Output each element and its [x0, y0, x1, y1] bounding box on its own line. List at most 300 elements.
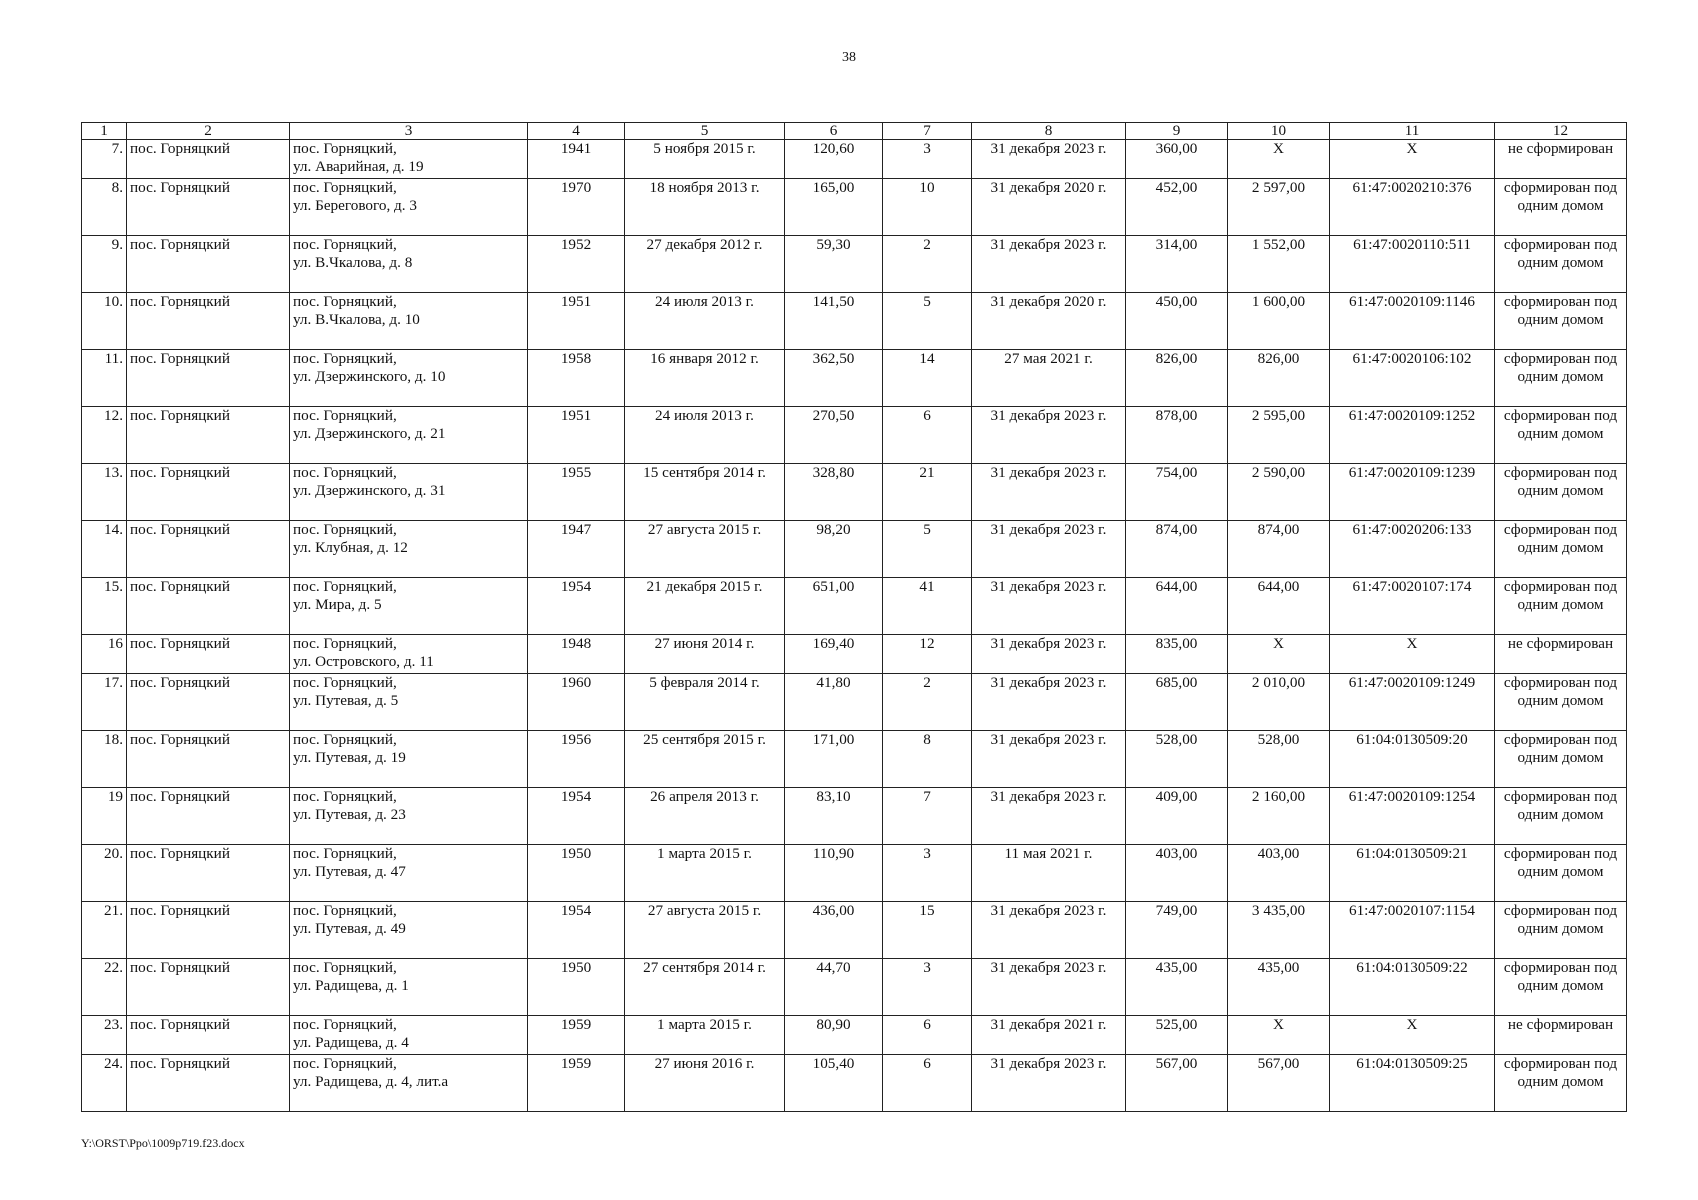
cadastral-number: 61:47:0020106:102 — [1330, 350, 1495, 407]
address — [290, 578, 528, 635]
table-row — [82, 293, 1627, 350]
row-number: 20. — [82, 845, 127, 902]
recognition-date: 18 ноября 2013 г. — [625, 179, 785, 236]
value-col9: 826,00 — [1126, 350, 1228, 407]
row-number: 16 — [82, 635, 127, 674]
cadastral-number: Х — [1330, 140, 1495, 179]
land-plot-status — [1495, 521, 1627, 578]
address — [290, 635, 528, 674]
land-plot-status — [1495, 788, 1627, 845]
row-number: 10. — [82, 293, 127, 350]
build-year: 1956 — [528, 731, 625, 788]
column-header: 4 — [528, 123, 625, 140]
value-col10: Х — [1228, 1016, 1330, 1055]
living-area: 59,30 — [785, 236, 883, 293]
cadastral-number: 61:47:0020109:1249 — [1330, 674, 1495, 731]
column-header: 12 — [1495, 123, 1627, 140]
value-col9: 685,00 — [1126, 674, 1228, 731]
cadastral-number: 61:04:0130509:22 — [1330, 959, 1495, 1016]
build-year: 1954 — [528, 788, 625, 845]
address-line-1: пос. Горняцкий, — [293, 293, 397, 310]
build-year: 1960 — [528, 674, 625, 731]
cadastral-number: 61:47:0020109:1146 — [1330, 293, 1495, 350]
table-row — [82, 635, 1627, 674]
address — [290, 179, 528, 236]
recognition-date: 24 июля 2013 г. — [625, 293, 785, 350]
address-line-1: пос. Горняцкий, — [293, 578, 397, 595]
address-line-2: ул. Аварийная, д. 19 — [293, 158, 424, 175]
column-header: 2 — [127, 123, 290, 140]
settlement-name: пос. Горняцкий — [127, 731, 290, 788]
status-text: сформирован под одним домом — [1503, 1055, 1618, 1090]
settlement-name: пос. Горняцкий — [127, 293, 290, 350]
value-col10: 826,00 — [1228, 350, 1330, 407]
build-year: 1958 — [528, 350, 625, 407]
living-area: 436,00 — [785, 902, 883, 959]
row-number: 14. — [82, 521, 127, 578]
status-text: сформирован под одним домом — [1503, 179, 1618, 214]
living-area: 141,50 — [785, 293, 883, 350]
resettlement-deadline: 31 декабря 2023 г. — [972, 521, 1126, 578]
build-year: 1954 — [528, 578, 625, 635]
living-area: 98,20 — [785, 521, 883, 578]
residents-count: 14 — [883, 350, 972, 407]
page-number: 38 — [842, 50, 856, 65]
column-header: 3 — [290, 123, 528, 140]
value-col9: 360,00 — [1126, 140, 1228, 179]
status-text: сформирован под одним домом — [1503, 674, 1618, 709]
table-row — [82, 140, 1627, 179]
living-area: 270,50 — [785, 407, 883, 464]
land-plot-status: не сформирован — [1495, 635, 1627, 674]
resettlement-deadline: 27 мая 2021 г. — [972, 350, 1126, 407]
row-number: 9. — [82, 236, 127, 293]
living-area: 41,80 — [785, 674, 883, 731]
housing-registry-table — [81, 122, 1627, 1112]
address-line-1: пос. Горняцкий, — [293, 236, 397, 253]
address-line-2: ул. Путевая, д. 19 — [293, 749, 406, 766]
resettlement-deadline: 31 декабря 2020 г. — [972, 293, 1126, 350]
value-col10: 2 590,00 — [1228, 464, 1330, 521]
address-line-1: пос. Горняцкий, — [293, 464, 397, 481]
living-area: 105,40 — [785, 1055, 883, 1112]
address-line-2: ул. Дзержинского, д. 21 — [293, 425, 446, 442]
value-col10: Х — [1228, 140, 1330, 179]
recognition-date: 27 июня 2014 г. — [625, 635, 785, 674]
cadastral-number: Х — [1330, 635, 1495, 674]
value-col10: 2 595,00 — [1228, 407, 1330, 464]
address — [290, 521, 528, 578]
recognition-date: 21 декабря 2015 г. — [625, 578, 785, 635]
cadastral-number: 61:47:0020107:1154 — [1330, 902, 1495, 959]
recognition-date: 27 июня 2016 г. — [625, 1055, 785, 1112]
cadastral-number: Х — [1330, 1016, 1495, 1055]
address-line-1: пос. Горняцкий, — [293, 731, 397, 748]
value-col10: 2 010,00 — [1228, 674, 1330, 731]
settlement-name: пос. Горняцкий — [127, 635, 290, 674]
table-row — [82, 236, 1627, 293]
build-year: 1941 — [528, 140, 625, 179]
residents-count: 8 — [883, 731, 972, 788]
land-plot-status: не сформирован — [1495, 140, 1627, 179]
build-year: 1951 — [528, 407, 625, 464]
row-number: 19 — [82, 788, 127, 845]
residents-count: 41 — [883, 578, 972, 635]
table-row — [82, 674, 1627, 731]
address — [290, 1055, 528, 1112]
land-plot-status — [1495, 902, 1627, 959]
residents-count: 10 — [883, 179, 972, 236]
living-area: 171,00 — [785, 731, 883, 788]
land-plot-status — [1495, 578, 1627, 635]
value-col10: 3 435,00 — [1228, 902, 1330, 959]
address-line-1: пос. Горняцкий, — [293, 902, 397, 919]
resettlement-deadline: 11 мая 2021 г. — [972, 845, 1126, 902]
status-text: сформирован под одним домом — [1503, 578, 1618, 613]
resettlement-deadline: 31 декабря 2023 г. — [972, 902, 1126, 959]
column-header: 5 — [625, 123, 785, 140]
status-text: сформирован под одним домом — [1503, 731, 1618, 766]
living-area: 165,00 — [785, 179, 883, 236]
residents-count: 2 — [883, 674, 972, 731]
settlement-name: пос. Горняцкий — [127, 1016, 290, 1055]
value-col9: 409,00 — [1126, 788, 1228, 845]
resettlement-deadline: 31 декабря 2023 г. — [972, 731, 1126, 788]
value-col10: 435,00 — [1228, 959, 1330, 1016]
footer-file-path: Y:\ORST\Ppo\1009p719.f23.docx — [81, 1136, 245, 1150]
cadastral-number: 61:47:0020210:376 — [1330, 179, 1495, 236]
cadastral-number: 61:47:0020109:1239 — [1330, 464, 1495, 521]
address-line-2: ул. В.Чкалова, д. 8 — [293, 254, 413, 271]
table-row — [82, 578, 1627, 635]
address-line-2: ул. Путевая, д. 5 — [293, 692, 399, 709]
address — [290, 293, 528, 350]
value-col10: 2 160,00 — [1228, 788, 1330, 845]
value-col9: 567,00 — [1126, 1055, 1228, 1112]
land-plot-status — [1495, 350, 1627, 407]
address-line-1: пос. Горняцкий, — [293, 1016, 397, 1033]
settlement-name: пос. Горняцкий — [127, 902, 290, 959]
resettlement-deadline: 31 декабря 2023 г. — [972, 1055, 1126, 1112]
table-row — [82, 350, 1627, 407]
address-line-2: ул. Клубная, д. 12 — [293, 539, 408, 556]
land-plot-status — [1495, 407, 1627, 464]
value-col10: 528,00 — [1228, 731, 1330, 788]
residents-count: 3 — [883, 140, 972, 179]
address-line-1: пос. Горняцкий, — [293, 350, 397, 367]
row-number: 13. — [82, 464, 127, 521]
build-year: 1950 — [528, 845, 625, 902]
status-text: сформирован под одним домом — [1503, 959, 1618, 994]
row-number: 22. — [82, 959, 127, 1016]
cadastral-number: 61:04:0130509:21 — [1330, 845, 1495, 902]
cadastral-number: 61:47:0020107:174 — [1330, 578, 1495, 635]
land-plot-status — [1495, 464, 1627, 521]
settlement-name: пос. Горняцкий — [127, 845, 290, 902]
resettlement-deadline: 31 декабря 2023 г. — [972, 674, 1126, 731]
table-row — [82, 788, 1627, 845]
address-line-1: пос. Горняцкий, — [293, 845, 397, 862]
address-line-1: пос. Горняцкий, — [293, 674, 397, 691]
resettlement-deadline: 31 декабря 2023 г. — [972, 236, 1126, 293]
address-line-1: пос. Горняцкий, — [293, 1055, 397, 1072]
value-col9: 528,00 — [1126, 731, 1228, 788]
recognition-date: 5 ноября 2015 г. — [625, 140, 785, 179]
residents-count: 2 — [883, 236, 972, 293]
value-col10: 567,00 — [1228, 1055, 1330, 1112]
address-line-2: ул. Островского, д. 11 — [293, 653, 434, 670]
residents-count: 5 — [883, 521, 972, 578]
address-line-2: ул. Радищева, д. 4, лит.а — [293, 1073, 449, 1090]
residents-count: 5 — [883, 293, 972, 350]
residents-count: 12 — [883, 635, 972, 674]
recognition-date: 26 апреля 2013 г. — [625, 788, 785, 845]
settlement-name: пос. Горняцкий — [127, 959, 290, 1016]
column-header: 1 — [82, 123, 127, 140]
recognition-date: 27 августа 2015 г. — [625, 902, 785, 959]
resettlement-deadline: 31 декабря 2023 г. — [972, 578, 1126, 635]
cadastral-number: 61:47:0020109:1252 — [1330, 407, 1495, 464]
recognition-date: 5 февраля 2014 г. — [625, 674, 785, 731]
value-col9: 749,00 — [1126, 902, 1228, 959]
table-body — [82, 140, 1627, 1112]
table-row — [82, 845, 1627, 902]
residents-count: 7 — [883, 788, 972, 845]
land-plot-status — [1495, 674, 1627, 731]
column-number-row — [82, 123, 1627, 140]
recognition-date: 15 сентября 2014 г. — [625, 464, 785, 521]
settlement-name: пос. Горняцкий — [127, 350, 290, 407]
recognition-date: 1 марта 2015 г. — [625, 1016, 785, 1055]
settlement-name: пос. Горняцкий — [127, 674, 290, 731]
resettlement-deadline: 31 декабря 2023 г. — [972, 464, 1126, 521]
address — [290, 788, 528, 845]
settlement-name: пос. Горняцкий — [127, 1055, 290, 1112]
recognition-date: 1 марта 2015 г. — [625, 845, 785, 902]
address — [290, 350, 528, 407]
land-plot-status: не сформирован — [1495, 1016, 1627, 1055]
land-plot-status — [1495, 1055, 1627, 1112]
land-plot-status — [1495, 845, 1627, 902]
settlement-name: пос. Горняцкий — [127, 521, 290, 578]
table-row — [82, 902, 1627, 959]
build-year: 1959 — [528, 1016, 625, 1055]
column-header: 11 — [1330, 123, 1495, 140]
address-line-1: пос. Горняцкий, — [293, 140, 397, 157]
build-year: 1952 — [528, 236, 625, 293]
address-line-1: пос. Горняцкий, — [293, 179, 397, 196]
build-year: 1947 — [528, 521, 625, 578]
settlement-name: пос. Горняцкий — [127, 464, 290, 521]
address-line-2: ул. Мира, д. 5 — [293, 596, 382, 613]
resettlement-deadline: 31 декабря 2023 г. — [972, 959, 1126, 1016]
residents-count: 21 — [883, 464, 972, 521]
value-col10: 874,00 — [1228, 521, 1330, 578]
address-line-2: ул. Путевая, д. 23 — [293, 806, 406, 823]
address — [290, 902, 528, 959]
table-row — [82, 179, 1627, 236]
address-line-2: ул. Радищева, д. 4 — [293, 1034, 409, 1051]
address — [290, 236, 528, 293]
residents-count: 15 — [883, 902, 972, 959]
value-col9: 450,00 — [1126, 293, 1228, 350]
address — [290, 845, 528, 902]
living-area: 169,40 — [785, 635, 883, 674]
table-row — [82, 407, 1627, 464]
value-col10: Х — [1228, 635, 1330, 674]
build-year: 1951 — [528, 293, 625, 350]
settlement-name: пос. Горняцкий — [127, 578, 290, 635]
recognition-date: 16 января 2012 г. — [625, 350, 785, 407]
status-text: сформирован под одним домом — [1503, 407, 1618, 442]
build-year: 1955 — [528, 464, 625, 521]
living-area: 328,80 — [785, 464, 883, 521]
recognition-date: 25 сентября 2015 г. — [625, 731, 785, 788]
value-col9: 452,00 — [1126, 179, 1228, 236]
value-col9: 754,00 — [1126, 464, 1228, 521]
resettlement-deadline: 31 декабря 2023 г. — [972, 788, 1126, 845]
address-line-1: пос. Горняцкий, — [293, 635, 397, 652]
living-area: 120,60 — [785, 140, 883, 179]
settlement-name: пос. Горняцкий — [127, 179, 290, 236]
value-col10: 403,00 — [1228, 845, 1330, 902]
column-header: 10 — [1228, 123, 1330, 140]
cadastral-number: 61:47:0020206:133 — [1330, 521, 1495, 578]
value-col9: 878,00 — [1126, 407, 1228, 464]
row-number: 24. — [82, 1055, 127, 1112]
row-number: 11. — [82, 350, 127, 407]
table-row — [82, 1055, 1627, 1112]
column-header: 6 — [785, 123, 883, 140]
table-row — [82, 959, 1627, 1016]
status-text: сформирован под одним домом — [1503, 464, 1618, 499]
resettlement-deadline: 31 декабря 2021 г. — [972, 1016, 1126, 1055]
address-line-1: пос. Горняцкий, — [293, 521, 397, 538]
land-plot-status — [1495, 959, 1627, 1016]
value-col9: 403,00 — [1126, 845, 1228, 902]
value-col10: 1 552,00 — [1228, 236, 1330, 293]
status-text: сформирован под одним домом — [1503, 350, 1618, 385]
value-col9: 874,00 — [1126, 521, 1228, 578]
address — [290, 674, 528, 731]
settlement-name: пос. Горняцкий — [127, 236, 290, 293]
land-plot-status — [1495, 236, 1627, 293]
recognition-date: 27 декабря 2012 г. — [625, 236, 785, 293]
status-text: сформирован под одним домом — [1503, 521, 1618, 556]
row-number: 15. — [82, 578, 127, 635]
address-line-2: ул. Путевая, д. 49 — [293, 920, 406, 937]
value-col9: 525,00 — [1126, 1016, 1228, 1055]
value-col9: 835,00 — [1126, 635, 1228, 674]
land-plot-status — [1495, 179, 1627, 236]
address-line-2: ул. Дзержинского, д. 10 — [293, 368, 446, 385]
status-text: сформирован под одним домом — [1503, 236, 1618, 271]
address-line-1: пос. Горняцкий, — [293, 959, 397, 976]
cadastral-number: 61:04:0130509:25 — [1330, 1055, 1495, 1112]
address-line-2: ул. Радищева, д. 1 — [293, 977, 409, 994]
build-year: 1948 — [528, 635, 625, 674]
column-header: 8 — [972, 123, 1126, 140]
living-area: 80,90 — [785, 1016, 883, 1055]
cadastral-number: 61:47:0020110:511 — [1330, 236, 1495, 293]
living-area: 83,10 — [785, 788, 883, 845]
table-row — [82, 1016, 1627, 1055]
address — [290, 1016, 528, 1055]
status-text: сформирован под одним домом — [1503, 293, 1618, 328]
address — [290, 140, 528, 179]
land-plot-status — [1495, 293, 1627, 350]
living-area: 110,90 — [785, 845, 883, 902]
recognition-date: 27 сентября 2014 г. — [625, 959, 785, 1016]
column-header: 9 — [1126, 123, 1228, 140]
row-number: 12. — [82, 407, 127, 464]
row-number: 18. — [82, 731, 127, 788]
table-row — [82, 731, 1627, 788]
address — [290, 407, 528, 464]
row-number: 7. — [82, 140, 127, 179]
value-col10: 2 597,00 — [1228, 179, 1330, 236]
address-line-2: ул. Берегового, д. 3 — [293, 197, 417, 214]
recognition-date: 24 июля 2013 г. — [625, 407, 785, 464]
value-col9: 435,00 — [1126, 959, 1228, 1016]
recognition-date: 27 августа 2015 г. — [625, 521, 785, 578]
status-text: сформирован под одним домом — [1503, 845, 1618, 880]
build-year: 1950 — [528, 959, 625, 1016]
settlement-name: пос. Горняцкий — [127, 788, 290, 845]
table-row — [82, 521, 1627, 578]
residents-count: 3 — [883, 845, 972, 902]
table-row — [82, 464, 1627, 521]
address — [290, 464, 528, 521]
address-line-2: ул. Путевая, д. 47 — [293, 863, 406, 880]
living-area: 362,50 — [785, 350, 883, 407]
land-plot-status — [1495, 731, 1627, 788]
row-number: 17. — [82, 674, 127, 731]
address-line-1: пос. Горняцкий, — [293, 407, 397, 424]
row-number: 23. — [82, 1016, 127, 1055]
residents-count: 6 — [883, 407, 972, 464]
residents-count: 6 — [883, 1055, 972, 1112]
cadastral-number: 61:47:0020109:1254 — [1330, 788, 1495, 845]
address — [290, 959, 528, 1016]
row-number: 21. — [82, 902, 127, 959]
value-col9: 314,00 — [1126, 236, 1228, 293]
address-line-2: ул. В.Чкалова, д. 10 — [293, 311, 420, 328]
resettlement-deadline: 31 декабря 2020 г. — [972, 179, 1126, 236]
resettlement-deadline: 31 декабря 2023 г. — [972, 407, 1126, 464]
residents-count: 6 — [883, 1016, 972, 1055]
resettlement-deadline: 31 декабря 2023 г. — [972, 140, 1126, 179]
cadastral-number: 61:04:0130509:20 — [1330, 731, 1495, 788]
value-col10: 644,00 — [1228, 578, 1330, 635]
build-year: 1959 — [528, 1055, 625, 1112]
build-year: 1954 — [528, 902, 625, 959]
settlement-name: пос. Горняцкий — [127, 140, 290, 179]
settlement-name: пос. Горняцкий — [127, 407, 290, 464]
status-text: сформирован под одним домом — [1503, 902, 1618, 937]
address-line-1: пос. Горняцкий, — [293, 788, 397, 805]
build-year: 1970 — [528, 179, 625, 236]
value-col10: 1 600,00 — [1228, 293, 1330, 350]
living-area: 651,00 — [785, 578, 883, 635]
resettlement-deadline: 31 декабря 2023 г. — [972, 635, 1126, 674]
residents-count: 3 — [883, 959, 972, 1016]
living-area: 44,70 — [785, 959, 883, 1016]
column-header: 7 — [883, 123, 972, 140]
status-text: сформирован под одним домом — [1503, 788, 1618, 823]
row-number: 8. — [82, 179, 127, 236]
address-line-2: ул. Дзержинского, д. 31 — [293, 482, 446, 499]
